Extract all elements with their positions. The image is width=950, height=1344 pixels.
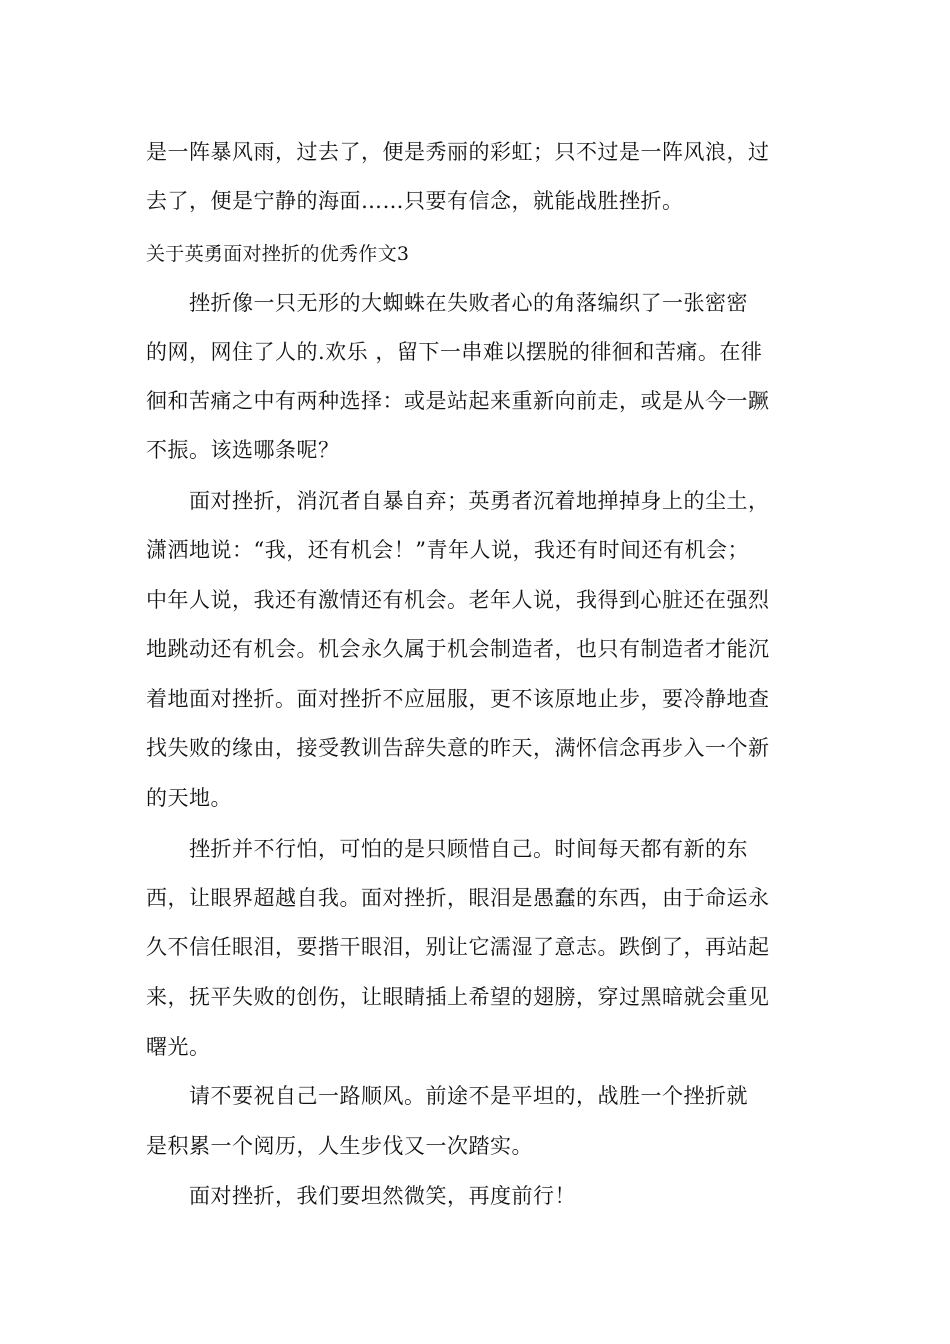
text-line: 找失败的缘由，接受教训告辞失意的昨天，满怀信念再步入一个新: [146, 736, 770, 760]
text-line: 请不要祝自己一路顺风。前途不是平坦的，战胜一个挫折就: [146, 1084, 748, 1108]
text-line: 面对挫折，消沉者自暴自弃；英勇者沉着地掸掉身上的尘土，: [146, 489, 770, 513]
text-line: 挫折并不行怕，可怕的是只顾惜自己。时间每天都有新的东: [146, 837, 748, 861]
text-line: 久不信任眼泪，要揩干眼泪，别让它濡湿了意志。跌倒了，再站起: [146, 935, 770, 959]
text-line: 的天地。: [146, 786, 232, 810]
text-line: 挫折像一只无形的大蜘蛛在失败者心的角落编织了一张密密: [146, 291, 748, 315]
text-line: 的网，网住了人的.欢乐 ，留下一串难以摆脱的徘徊和苦痛。在徘: [146, 340, 763, 364]
text-line: 潇洒地说：“我，还有机会！”青年人说，我还有时间还有机会；: [146, 538, 749, 562]
text-line: 去了，便是宁静的海面……只要有信念，就能战胜挫折。: [146, 189, 684, 213]
text-line: 面对挫折，我们要坦然微笑，再度前行！: [146, 1184, 576, 1208]
text-line: 地跳动还有机会。机会永久属于机会制造者，也只有制造者才能沉: [146, 637, 770, 661]
section-heading: 关于英勇面对挫折的优秀作文3: [146, 243, 410, 265]
text-line: 曙光。: [146, 1035, 211, 1059]
text-line: 中年人说，我还有激情还有机会。老年人说，我得到心脏还在强烈: [146, 588, 770, 612]
text-line: 来，抚平失败的创伤，让眼睛插上希望的翅膀，穿过黑暗就会重见: [146, 985, 770, 1009]
text-line: 西，让眼界超越自我。面对挫折，眼泪是愚蠢的东西，由于命运永: [146, 886, 770, 910]
text-line: 着地面对挫折。面对挫折不应屈服，更不该原地止步，要冷静地查: [146, 687, 770, 711]
text-line: 是一阵暴风雨，过去了，便是秀丽的彩虹；只不过是一阵风浪，过: [146, 140, 770, 164]
text-line: 是积累一个阅历，人生步伐又一次踏实。: [146, 1134, 533, 1158]
text-line: 徊和苦痛之中有两种选择：或是站起来重新向前走，或是从今一蹶: [146, 389, 770, 413]
text-line: 不振。该选哪条呢？: [146, 438, 340, 462]
